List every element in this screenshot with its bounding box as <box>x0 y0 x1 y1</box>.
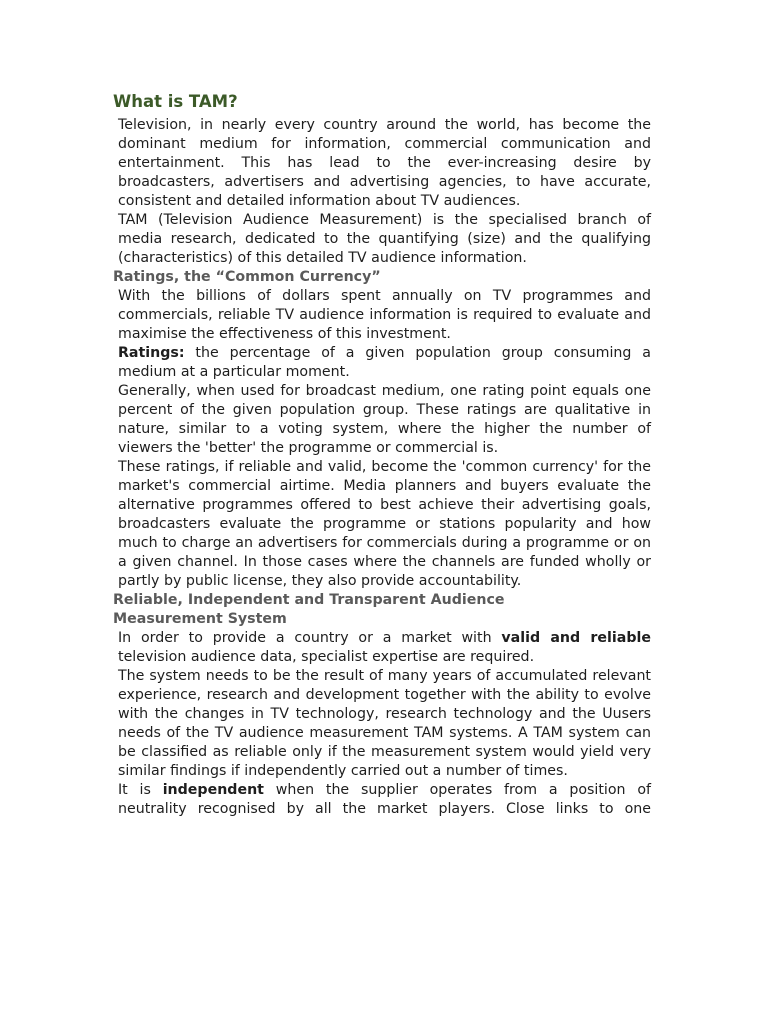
ratings-paragraph-4: These ratings, if reliable and valid, become the 'common currency' for the market's commercial airtime. Media planners and buyers evaluate the alternative programmes offered to best achieve their advertising goals, broadcasters evaluate the programme or stations popularity and how much to charge an advertisers for commercials during a programme or on a given channel. In those cases where the channels are funded wholly or partly by public license, they also provide accountability. <box>118 459 651 589</box>
measurement-p3-pre: It is <box>118 782 163 798</box>
ratings-definition-paragraph <box>118 344 651 382</box>
measurement-p1-pre: In order to provide a country or a market with <box>118 630 502 646</box>
measurement-p1-post: television audience data, specialist expertise are required. <box>118 649 535 665</box>
ratings-term: Ratings: <box>118 345 185 361</box>
measurement-paragraph-1 <box>118 629 651 667</box>
intro-paragraph-2: TAM (Television Audience Measurement) is the specialised branch of media research, dedicated to the quantifying (size) and the qualifying (characteristics) of this detailed TV audience information. <box>118 212 651 266</box>
ratings-paragraph-3: Generally, when used for broadcast medium, one rating point equals one percent of the given population group. These ratings are qualitative in nature, similar to a voting system, where the higher the number of viewers the 'better' the programme or commercial is. <box>118 383 651 456</box>
document-page <box>113 90 651 819</box>
page-title: What is TAM? <box>113 92 238 111</box>
section-heading-measurement-system: Reliable, Independent and Transparent Audience Measurement System <box>113 592 505 627</box>
measurement-paragraph-2: The system needs to be the result of many years of accumulated relevant experience, research and development together with the ability to evolve with the changes in TV technology, research technology and the Uusers needs of the TV audience measurement TAM systems. A TAM system can be classified as reliable only if the measurement system would yield very similar findings if independently carried out a number of times. <box>118 668 651 779</box>
independent-term: independent <box>162 782 264 798</box>
measurement-paragraph-3 <box>118 781 651 819</box>
valid-reliable-term: valid and reliable <box>501 630 651 646</box>
intro-paragraph-1: Television, in nearly every country around the world, has become the dominant medium for information, commercial communication and entertainment. This has lead to the ever-increasing desire by broadcasters, advertisers and advertising agencies, to have accurate, consistent and detailed information about TV audiences. <box>118 117 651 209</box>
ratings-paragraph-1: With the billions of dollars spent annually on TV programmes and commercials, reliable TV audience information is required to evaluate and maximise the effectiveness of this investment. <box>118 288 651 342</box>
ratings-definition-text: the percentage of a given population group consuming a medium at a particular moment. <box>118 345 651 380</box>
measurement-p3-post: when the supplier operates from a position of neutrality recognised by all the market players. Close links to one <box>118 782 651 817</box>
section-heading-ratings: Ratings, the “Common Currency” <box>113 269 381 285</box>
